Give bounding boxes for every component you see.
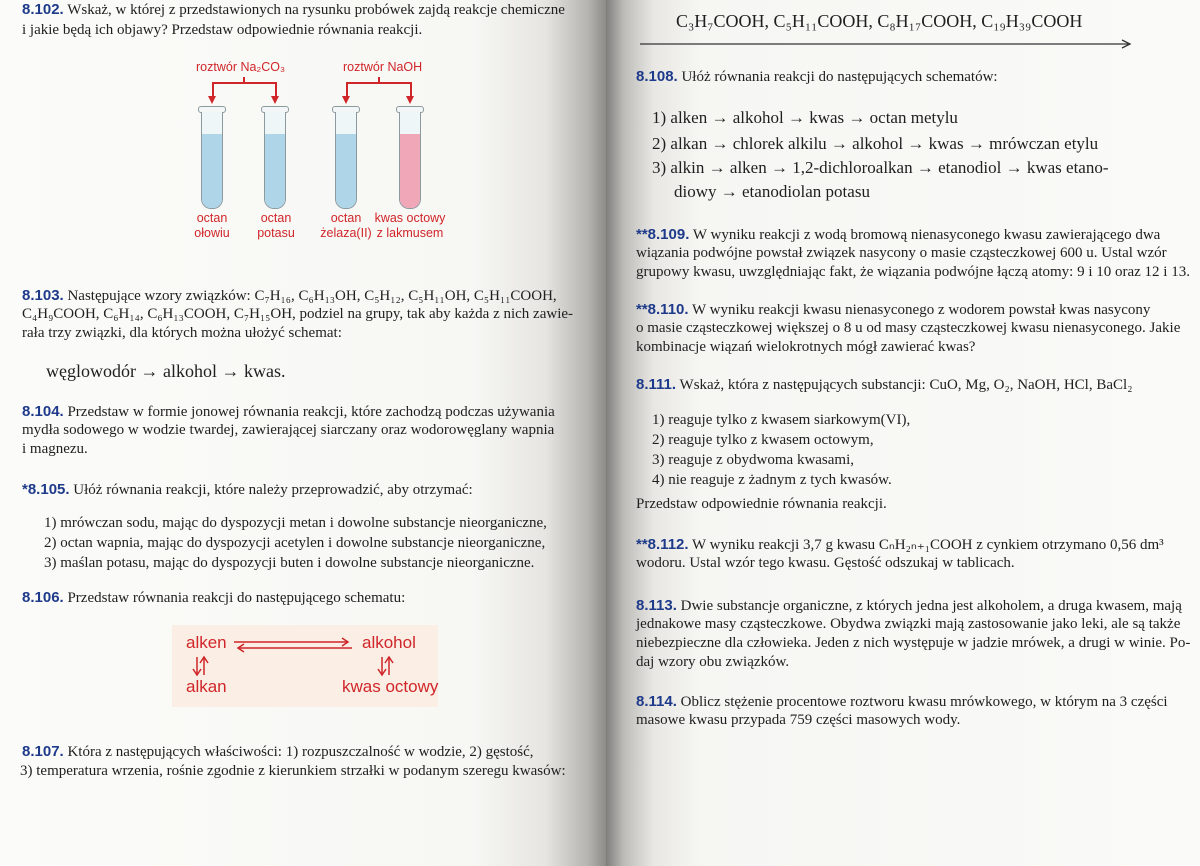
scheme-node: alkohol [362,633,416,652]
bracket-line [243,77,245,83]
exercise-number: 8.113. [636,597,677,614]
exercise-text: W wyniku reakcji z wodą bromową nienasyconego kwasu zawierającego dwa [692,227,1161,243]
test-tube [201,112,223,209]
exercise-text: mydła sodowego w wodzie twardej, zawierającej siarczany oraz wodorowęglany wapnia [22,422,555,438]
arrow-down-icon [208,96,216,104]
exercise-number: 8.107. [22,743,64,760]
right-page [606,0,1200,866]
exercise-8-114 [636,692,1168,712]
reagent-label: roztwór NaOH [343,60,423,74]
tube-label-line: z lakmusem [376,226,444,240]
list-item: 1) alken → alkohol → kwas → octan metylu [652,108,958,127]
series-arrow-icon [640,38,1140,50]
scheme-arrows [172,625,438,707]
exercise-8-111 [636,375,1132,395]
exercise-8-103 [22,286,557,306]
acid-series: C₃H₇COOH, C₅H₁₁COOH, C₈H₁₇COOH, C₁₉H₃₉COOH [676,11,1083,31]
exercise-text: rała trzy związki, dla których można ułożyć schemat: [22,325,342,341]
scheme-text: węglowodór → alkohol → kwas. [46,361,286,381]
list-item: 1) reaguje tylko z kwasem siarkowym(VI), [652,412,911,428]
exercise-number: **8.109. [636,226,690,243]
list-item: 2) reaguje tylko z kwasem octowym, [652,432,874,448]
exercise-text: Która z następujących właściwości: 1) rozpuszczalność w wodzie, 2) gęstość, [67,744,534,760]
exercise-text: 3) temperatura wrzenia, rośnie zgodnie z kierunkiem strzałki w podanym szeregu kwasów: [20,763,566,779]
bracket-line [410,82,412,96]
exercise-8-105 [22,480,473,500]
exercise-number: *8.105. [22,481,70,498]
test-tube [264,112,286,209]
list-item: 3) reaguje z obydwoma kwasami, [652,452,855,468]
exercise-text: jednakowe masy cząsteczkowe. Obydwa związki mają zastosowanie jako leki, ale są także [636,616,1181,632]
bracket-line [346,82,348,96]
tube-label [250,211,302,241]
exercise-text: grupowy kwasu, uwzględniając fakt, że wiązania podwójne łączą atomy: 9 i 10 oraz 12 i 13. [636,264,1190,280]
bracket-line [378,77,380,83]
tube-label-line: octan [260,211,292,225]
exercise-text: i magnezu. [22,441,88,457]
tube-label [186,211,238,241]
reaction-scheme-box [172,625,438,707]
list-item: 1) mrówczan sodu, mając do dyspozycji metan i dowolne substancje nieorganiczne, [44,515,547,531]
exercise-8-107 [22,742,534,762]
exercise-text: Przedstaw odpowiednie równania reakcji. [636,496,887,512]
list-item: 3) maślan potasu, mając do dyspozycji buten i dowolne substancje nieorganiczne. [44,555,535,571]
exercise-text: Oblicz stężenie procentowe roztworu kwasu mrówkowego, w którym na 3 części [680,694,1168,710]
exercise-text: Następujące wzory związków: C₇H₁₆, C₆H₁₃OH, C₅H₁₂, C₅H₁₁OH, C₅H₁₁COOH, [67,288,557,304]
exercise-8-106 [22,588,405,608]
exercise-text: Przedstaw równania reakcji do następującego schematu: [67,590,406,606]
exercise-text: wiązania podwójne powstał związek nasycony o masie cząsteczkowej 600 u. Ustal wzór [636,245,1167,261]
exercise-8-102 [22,0,565,20]
tube-label-line: kwas octowy [374,211,446,225]
tube-label-line: żelaza(II) [320,226,372,240]
list-item: 3) alkin → alken → 1,2-dichloroalkan → etanodiol → kwas etano- [652,158,1109,177]
exercise-text: W wyniku reakcji 3,7 g kwasu CₙH₂ₙ₊₁COOH z cynkiem otrzymano 0,56 dm³ [692,537,1164,553]
test-tube [335,112,357,209]
tube-liquid [265,134,285,208]
exercise-text: niebezpieczne dla człowieka. Jeden z nich występuje w jadzie mrówek, a drugi w winie. Po- [636,635,1191,651]
list-item: 4) nie reaguje z żadnym z tych kwasów. [652,472,892,488]
exercise-text: Ułóż równania reakcji do następujących schematów: [681,69,998,85]
exercise-text: i jakie będą ich objawy? Przedstaw odpowiednie równania reakcji. [22,22,423,38]
exercise-number: 8.106. [22,589,64,606]
exercise-text: Dwie substancje organiczne, z których jedna jest alkoholem, a druga kwasem, mają [680,598,1182,614]
test-tube [399,112,421,209]
tube-liquid [336,134,356,208]
exercise-8-112 [636,535,1164,555]
tube-liquid [400,134,420,208]
tube-label-line: octan [330,211,362,225]
arrow-down-icon [271,96,279,104]
exercise-number: 8.108. [636,68,678,85]
exercise-text: kombinacje wiązań wielokrotnych mógł zawierać kwas? [636,339,976,355]
exercise-text: Ułóż równania reakcji, które należy przeprowadzić, aby otrzymać: [73,482,473,498]
exercise-8-108 [636,67,998,87]
tube-label [372,211,448,241]
exercise-number: **8.112. [636,536,689,553]
exercise-text: o masie cząsteczkowej większej o 8 u od masy cząsteczkowej kwasu nienasyconego. Jakie [636,320,1181,336]
exercise-text: daj wzory obu związków. [636,654,790,670]
scheme-node: alken [186,633,227,652]
exercise-8-104 [22,402,555,422]
exercise-number: 8.103. [22,287,64,304]
bracket-line [212,82,214,96]
list-item: 2) alkan → chlorek alkilu → alkohol → kwas → mrówczan etylu [652,134,1099,153]
exercise-text: Wskaż, która z następujących substancji: CuO, Mg, O₂, NaOH, HCl, BaCl₂ [679,377,1133,393]
tube-label [313,211,379,241]
exercise-number: 8.114. [636,693,677,710]
exercise-text: Przedstaw w formie jonowej równania reakcji, które zachodzą podczas używania [67,404,555,420]
scheme-node: kwas octowy [342,677,439,696]
exercise-8-109 [636,225,1160,245]
exercise-8-113 [636,596,1182,616]
tube-liquid [202,134,222,208]
exercise-number: 8.104. [22,403,64,420]
tube-label-line: octan [196,211,228,225]
bracket-line [275,82,277,96]
tube-label-line: ołowiu [194,226,230,240]
exercise-text: W wyniku reakcji kwasu nienasyconego z wodorem powstał kwas nasycony [692,302,1151,318]
exercise-number: 8.102. [22,1,64,18]
exercise-number: 8.111. [636,376,677,393]
exercise-number: **8.110. [636,301,689,318]
list-item: diowy → etanodiolan potasu [674,182,870,201]
list-item: 2) octan wapnia, mając do dyspozycji acetylen i dowolne substancje nieorganiczne, [44,535,546,551]
exercise-text: wodoru. Ustal wzór tego kwasu. Gęstość odszukaj w tablicach. [636,555,1015,571]
exercise-8-110 [636,300,1150,320]
exercise-text: masowe kwasu przypada 759 części masowych wody. [636,712,961,728]
arrow-down-icon [342,96,350,104]
tube-label-line: potasu [257,226,295,240]
reagent-label: roztwór Na₂CO₃ [196,60,286,74]
scheme-node: alkan [186,677,227,696]
exercise-text: Wskaż, w której z przedstawionych na rysunku probówek zajdą reakcje chemiczne [67,2,565,18]
exercise-text: C₄H₉COOH, C₆H₁₄, C₆H₁₃COOH, C₇H₁₅OH, podziel na grupy, tak aby każda z nich zawie- [22,306,574,322]
arrow-down-icon [406,96,414,104]
